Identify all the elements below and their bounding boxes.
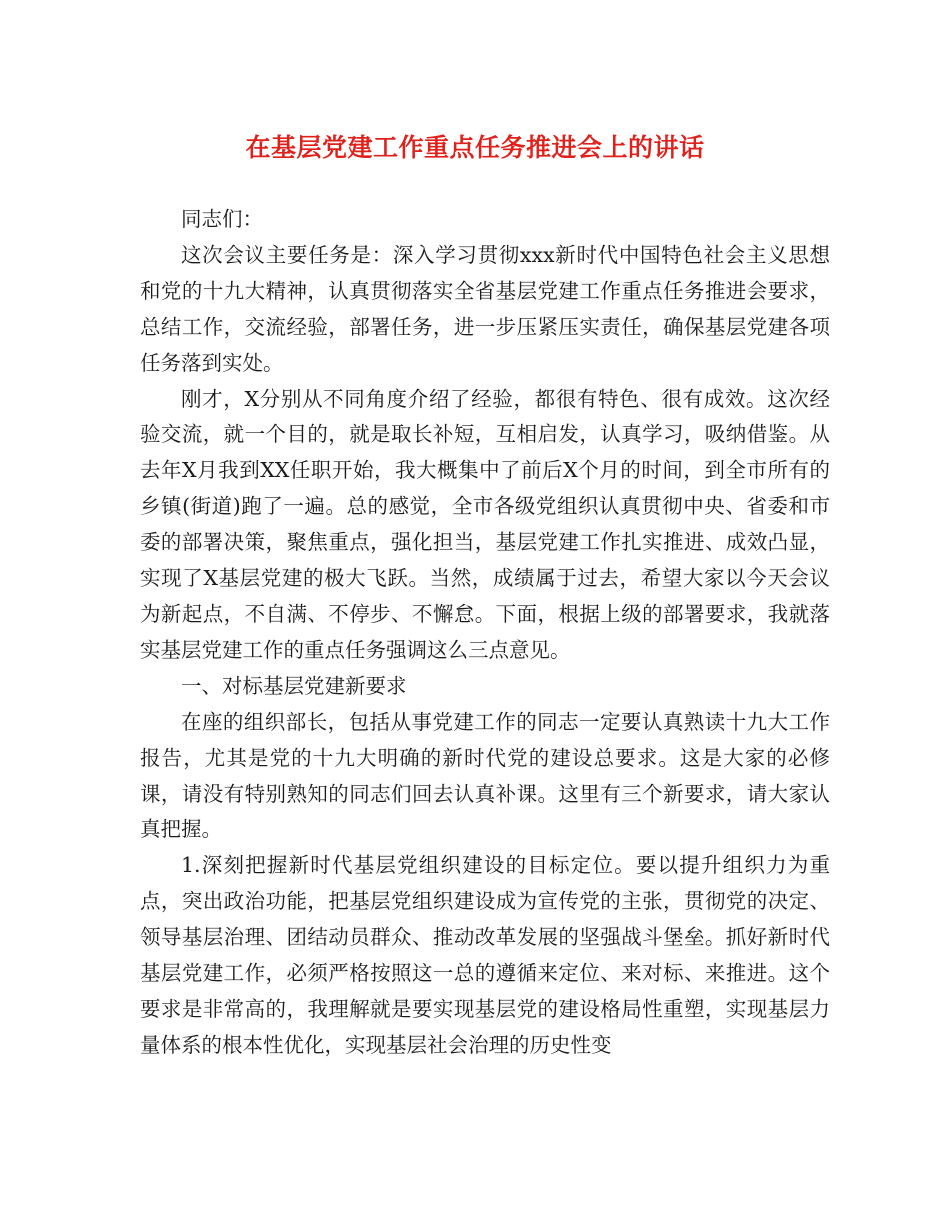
salutation-paragraph: 同志们： [181, 207, 263, 231]
body-paragraph: 在座的组织部长，包括从事党建工作的同志一定要认真熟读十九大工作报告，尤其是党的十九大明确的新时代党的建设总要求。这是大家的必修课，请没有特别熟知的同志们回去认真补课。这里有三个新要求，请大家认真把握。 [140, 709, 830, 842]
body-paragraph: 刚才，X分别从不同角度介绍了经验，都很有特色、很有成效。这次经验交流，就一个目的，就是取长补短，互相启发，认真学习，吸纳借鉴。从去年X月我到XX任职开始，我大概集中了前后X个月的时间，到全市所有的乡镇(街道)跑了一遍。总的感觉，全市各级党组织认真贯彻中央、省委和市委的部署决策，聚焦重点，强化担当，基层党建工作扎实推进、成效凸显，实现了X基层党建的极大飞跃。当然，成绩属于过去，希望大家以今天会议为新起点，不自满、不停步、不懈怠。下面，根据上级的部署要求，我就落实基层党建工作的重点任务强调这么三点意见。 [140, 386, 830, 662]
body-paragraph: 1.深刻把握新时代基层党组织建设的目标定位。要以提升组织力为重点，突出政治功能，把基层党组织建设成为宣传党的主张，贯彻党的决定、领导基层治理、团结动员群众、推动改革发展的坚强战斗堡垒。抓好新时代基层党建工作，必须严格按照这一总的遵循来定位、来对标、来推进。这个要求是非常高的，我理解就是要实现基层党的建设格局性重塑，实现基层力量体系的根本性优化，实现基层社会治理的历史性变 [140, 853, 830, 1057]
body-paragraph: 这次会议主要任务是：深入学习贯彻xxx新时代中国特色社会主义思想和党的十九大精神，认真贯彻落实全省基层党建工作重点任务推进会要求，总结工作，交流经验，部署任务，进一步压紧压实责任，确保基层党建各项任务落到实处。 [140, 242, 830, 375]
section-heading: 一、对标基层党建新要求 [181, 673, 407, 698]
document-body [140, 202, 830, 1064]
document-title: 在基层党建工作重点任务推进会上的讲话 [245, 133, 705, 162]
